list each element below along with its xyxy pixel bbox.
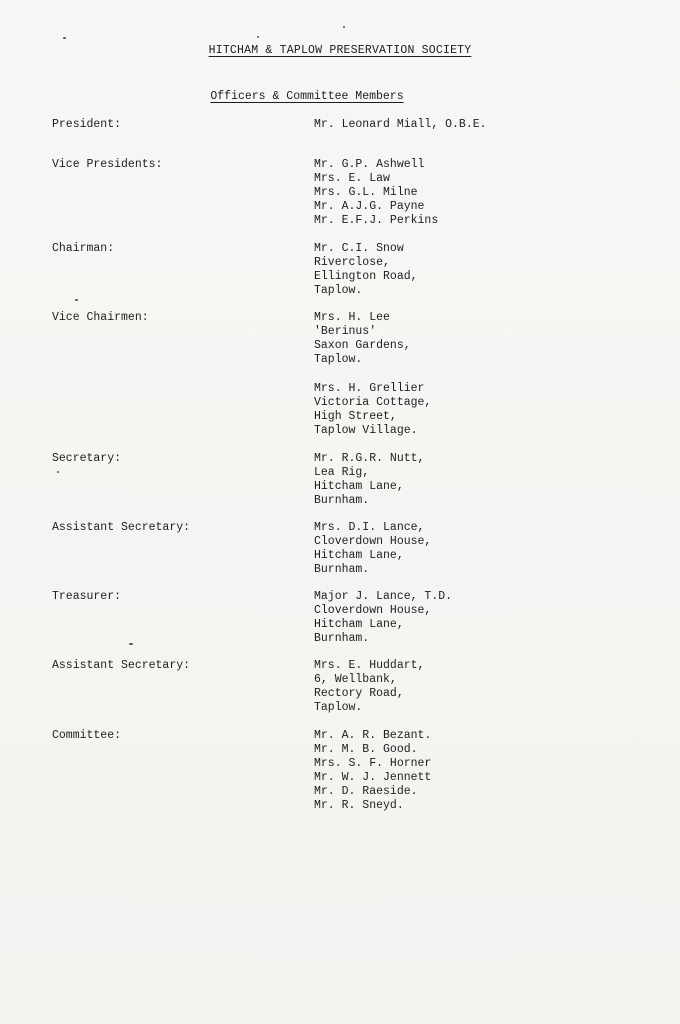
detail-line: Hitcham Lane, bbox=[314, 618, 404, 631]
officer-details bbox=[314, 242, 418, 298]
detail-line: Mr. R.G.R. Nutt, bbox=[314, 452, 425, 465]
detail-line: Cloverdown House, bbox=[314, 604, 432, 617]
detail-line: Mrs. S. F. Horner bbox=[314, 757, 432, 770]
role-label: Secretary: bbox=[52, 452, 122, 465]
officer-details bbox=[314, 521, 431, 577]
detail-line: Hitcham Lane, bbox=[314, 480, 404, 493]
society-title: HITCHAM & TAPLOW PRESERVATION SOCIETY bbox=[208, 44, 472, 57]
detail-line: Mrs. D.I. Lance, bbox=[314, 521, 425, 534]
role-label: President: bbox=[52, 118, 122, 131]
role-label: Assistant Secretary: bbox=[52, 659, 191, 672]
detail-line: Mr. C.I. Snow bbox=[314, 242, 404, 255]
detail-line: Saxon Gardens, bbox=[314, 339, 411, 352]
officer-details bbox=[314, 729, 431, 813]
detail-line: Rectory Road, bbox=[314, 687, 404, 700]
paper-speck bbox=[343, 26, 345, 28]
detail-line: Mr. A.J.G. Payne bbox=[314, 200, 425, 213]
detail-line: Mrs. H. Grellier bbox=[314, 382, 425, 395]
detail-line: Major J. Lance, T.D. bbox=[314, 590, 453, 603]
section-heading: Officers & Committee Members bbox=[210, 90, 404, 103]
detail-line: Mrs. G.L. Milne bbox=[314, 186, 418, 199]
detail-line: Mr. Leonard Miall, O.B.E. bbox=[314, 118, 487, 131]
detail-line: Ellington Road, bbox=[314, 270, 418, 283]
detail-line: Mr. G.P. Ashwell bbox=[314, 158, 425, 171]
detail-line: Mrs. H. Lee bbox=[314, 311, 390, 324]
paper-speck bbox=[57, 471, 59, 473]
detail-line: Mrs. E. Law bbox=[314, 172, 390, 185]
officer-details bbox=[314, 452, 424, 508]
detail-line: 'Berinus' bbox=[314, 325, 377, 338]
detail-line: Mr. D. Raeside. bbox=[314, 785, 418, 798]
paper-speck bbox=[63, 37, 66, 39]
officer-details bbox=[314, 382, 431, 438]
detail-line: Burnham. bbox=[314, 563, 370, 576]
role-label: Treasurer: bbox=[52, 590, 122, 603]
role-label: Committee: bbox=[52, 729, 122, 742]
detail-line: Mr. E.F.J. Perkins bbox=[314, 214, 439, 227]
role-label: Chairman: bbox=[52, 242, 115, 255]
officer-details bbox=[314, 590, 452, 646]
detail-line: Victoria Cottage, bbox=[314, 396, 432, 409]
officer-details bbox=[314, 311, 411, 367]
role-label: Vice Chairmen: bbox=[52, 311, 149, 324]
detail-line: Riverclose, bbox=[314, 256, 390, 269]
detail-line: Mr. A. R. Bezant. bbox=[314, 729, 432, 742]
detail-line: Mr. W. J. Jennett bbox=[314, 771, 432, 784]
officer-details bbox=[314, 659, 424, 715]
detail-line: Burnham. bbox=[314, 494, 370, 507]
detail-line: Hitcham Lane, bbox=[314, 549, 404, 562]
detail-line: Cloverdown House, bbox=[314, 535, 432, 548]
paper-speck bbox=[257, 36, 259, 38]
detail-line: Mrs. E. Huddart, bbox=[314, 659, 425, 672]
officer-details bbox=[314, 158, 438, 228]
detail-line: Taplow. bbox=[314, 284, 363, 297]
detail-line: High Street, bbox=[314, 410, 397, 423]
paper-speck bbox=[129, 643, 133, 645]
detail-line: Mr. R. Sneyd. bbox=[314, 799, 404, 812]
officer-details bbox=[314, 118, 487, 132]
role-label: Vice Presidents: bbox=[52, 158, 163, 171]
paper-speck bbox=[75, 299, 78, 301]
detail-line: Mr. M. B. Good. bbox=[314, 743, 418, 756]
detail-line: Taplow Village. bbox=[314, 424, 418, 437]
detail-line: Taplow. bbox=[314, 701, 363, 714]
detail-line: Lea Rig, bbox=[314, 466, 370, 479]
role-label: Assistant Secretary: bbox=[52, 521, 191, 534]
detail-line: Taplow. bbox=[314, 353, 363, 366]
detail-line: 6, Wellbank, bbox=[314, 673, 397, 686]
detail-line: Burnham. bbox=[314, 632, 370, 645]
